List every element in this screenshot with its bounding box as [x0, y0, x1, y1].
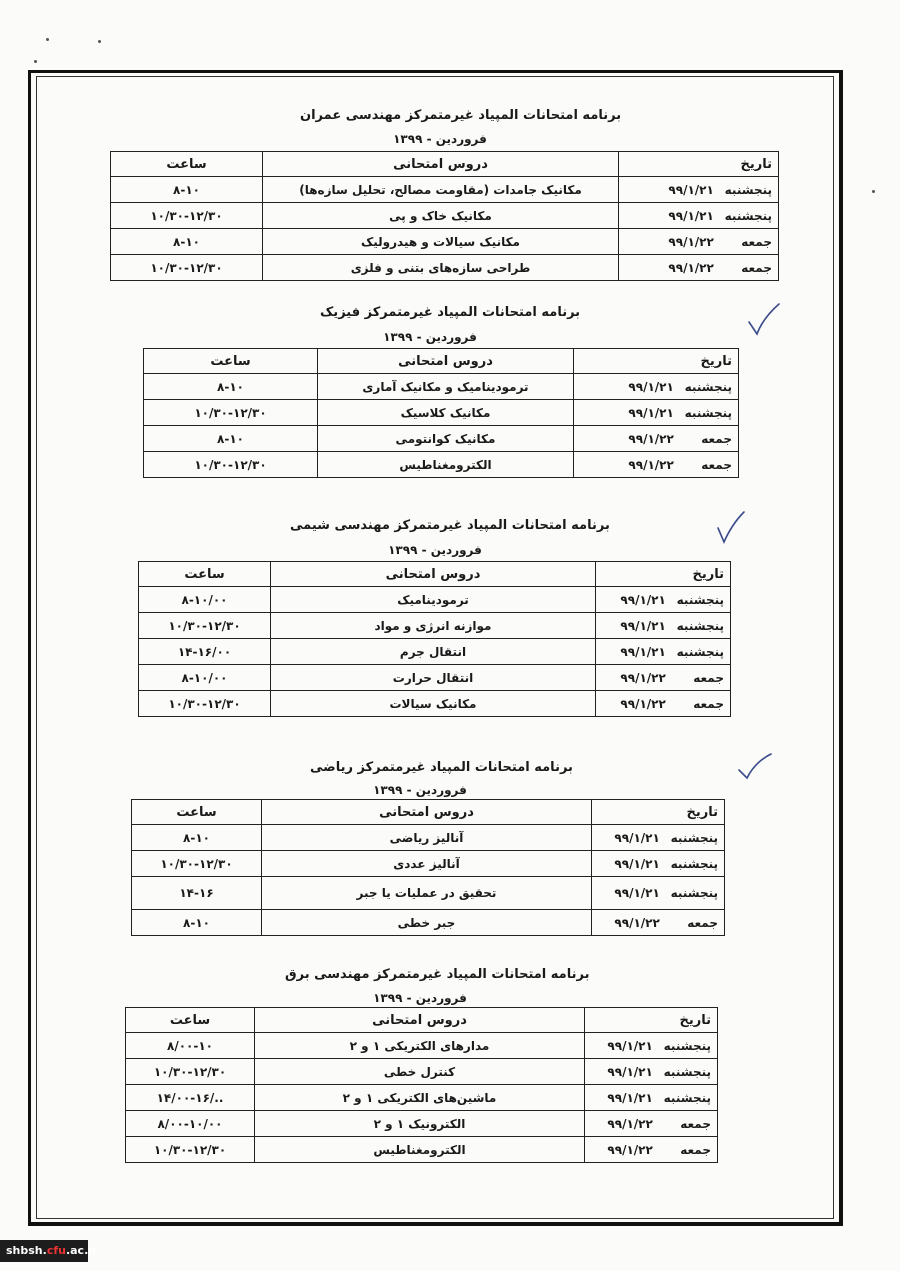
header-course: دروس امتحانی: [262, 800, 592, 825]
section-title: برنامه امتحانات المپیاد غیرمتمرکز ریاضی: [310, 760, 573, 775]
checkmark-icon: [745, 300, 785, 340]
row-date: ۹۹/۱/۲۲: [614, 915, 660, 930]
header-time: ساعت: [139, 562, 271, 587]
header-date: تاریخ: [574, 349, 739, 374]
section-title: برنامه امتحانات المپیاد غیرمتمرکز مهندسی برق: [285, 967, 590, 982]
section-title: برنامه امتحانات المپیاد غیرمتمرکز مهندسی شیمی: [290, 518, 610, 533]
row-date: ۹۹/۱/۲۲: [620, 670, 666, 685]
table-row: [126, 1059, 718, 1085]
exam-table: [110, 151, 779, 281]
row-day: پنجشنبه: [670, 856, 718, 871]
row-time: ۱۴-۱۶: [132, 877, 262, 910]
table-header-row: [132, 800, 725, 825]
row-course: مکانیک خاک و پی: [263, 203, 619, 229]
header-course: دروس امتحانی: [263, 152, 619, 177]
header-time: ساعت: [111, 152, 263, 177]
header-date: تاریخ: [596, 562, 731, 587]
header-date: تاریخ: [619, 152, 779, 177]
row-day: پنجشنبه: [676, 644, 724, 659]
section-subtitle: فروردین - ۱۳۹۹: [388, 543, 482, 557]
row-day: پنجشنبه: [676, 618, 724, 633]
row-date: ۹۹/۱/۲۱: [607, 1038, 653, 1053]
table-row: [132, 825, 725, 851]
row-course: مکانیک کوانتومی: [318, 426, 574, 452]
table-row: [139, 613, 731, 639]
row-day: جمعه: [687, 915, 718, 930]
section-subtitle: فروردین - ۱۳۹۹: [393, 132, 487, 146]
row-course: مکانیک کلاسیک: [318, 400, 574, 426]
row-day: پنجشنبه: [684, 379, 732, 394]
row-time: ۸-۱۰: [132, 910, 262, 936]
row-time: ۸-۱۰: [144, 374, 318, 400]
section-title: برنامه امتحانات المپیاد غیرمتمرکز فیزیک: [320, 305, 581, 320]
row-date: ۹۹/۱/۲۱: [668, 208, 714, 223]
table-row: [111, 203, 779, 229]
row-time: ۱۰/۳۰-۱۲/۳۰: [126, 1059, 255, 1085]
row-time: ۸-۱۰/۰۰: [139, 665, 271, 691]
row-day: جمعه: [680, 1116, 711, 1131]
table-header-row: [144, 349, 739, 374]
table-row: [126, 1085, 718, 1111]
table-row: [132, 910, 725, 936]
table-row: [144, 452, 739, 478]
row-date: ۹۹/۱/۲۲: [668, 234, 714, 249]
table-row: [111, 229, 779, 255]
row-date: ۹۹/۱/۲۱: [628, 379, 674, 394]
table-row: [144, 374, 739, 400]
header-time: ساعت: [144, 349, 318, 374]
row-course: ترمودینامیک: [271, 587, 596, 613]
row-time: ۱۰/۳۰-۱۲/۳۰: [132, 851, 262, 877]
section-subtitle: فروردین - ۱۳۹۹: [373, 783, 467, 797]
exam-table: [131, 799, 725, 936]
row-time: ۱۰/۳۰-۱۲/۳۰: [144, 452, 318, 478]
table-row: [126, 1111, 718, 1137]
section-subtitle: فروردین - ۱۳۹۹: [373, 991, 467, 1005]
row-date: ۹۹/۱/۲۱: [628, 405, 674, 420]
row-date: ۹۹/۱/۲۱: [607, 1064, 653, 1079]
table-row: [144, 426, 739, 452]
header-course: دروس امتحانی: [318, 349, 574, 374]
row-date: ۹۹/۱/۲۲: [607, 1142, 653, 1157]
row-day: پنجشنبه: [684, 405, 732, 420]
row-course: الکترومغناطیس: [255, 1137, 585, 1163]
header-course: دروس امتحانی: [255, 1008, 585, 1033]
table-row: [126, 1033, 718, 1059]
row-time: ۱۰/۳۰-۱۲/۳۰: [111, 203, 263, 229]
row-course: الکترونیک ۱ و ۲: [255, 1111, 585, 1137]
header-date: تاریخ: [592, 800, 725, 825]
header-time: ساعت: [132, 800, 262, 825]
row-course: انتقال جرم: [271, 639, 596, 665]
row-course: الکترومغناطیس: [318, 452, 574, 478]
row-day: پنجشنبه: [724, 208, 772, 223]
scan-speck: [34, 60, 37, 63]
row-time: ۸-۱۰: [132, 825, 262, 851]
row-time: ۱۰/۳۰-۱۲/۳۰: [139, 691, 271, 717]
row-day: پنجشنبه: [670, 830, 718, 845]
row-time: ۸/۰۰-۱۰/۰۰: [126, 1111, 255, 1137]
scan-speck: [98, 40, 101, 43]
row-date: ۹۹/۱/۲۲: [620, 696, 666, 711]
row-course: آنالیز عددی: [262, 851, 592, 877]
row-time: ۸/۰۰-۱۰: [126, 1033, 255, 1059]
table-row: [111, 255, 779, 281]
row-day: پنجشنبه: [670, 886, 718, 900]
row-course: ماشین‌های الکتریکی ۱ و ۲: [255, 1085, 585, 1111]
table-row: [139, 639, 731, 665]
row-course: مدارهای الکتریکی ۱ و ۲: [255, 1033, 585, 1059]
row-date: ۹۹/۱/۲۱: [620, 644, 666, 659]
row-time: ۱۰/۳۰-۱۲/۳۰: [111, 255, 263, 281]
table-row: [132, 851, 725, 877]
row-time: ۱۴-۱۶/۰۰: [139, 639, 271, 665]
row-day: جمعه: [741, 234, 772, 249]
exam-table: [143, 348, 739, 478]
scan-speck: [872, 190, 875, 193]
table-row: [111, 177, 779, 203]
row-date: ۹۹/۱/۲۱: [620, 618, 666, 633]
site-watermark: shbsh.cfu.ac.ir: [0, 1240, 88, 1262]
row-course: جبر خطی: [262, 910, 592, 936]
row-day: پنجشنبه: [676, 592, 724, 607]
row-day: پنجشنبه: [663, 1064, 711, 1079]
row-time: ۱۰/۳۰-۱۲/۳۰: [126, 1137, 255, 1163]
header-date: تاریخ: [585, 1008, 718, 1033]
row-day: جمعه: [701, 457, 732, 472]
row-date: ۹۹/۱/۲۱: [614, 856, 660, 871]
row-date: ۹۹/۱/۲۲: [668, 260, 714, 275]
row-day: جمعه: [701, 431, 732, 446]
row-time: ۸-۱۰: [111, 229, 263, 255]
exam-table: [138, 561, 731, 717]
table-row: [132, 877, 725, 910]
row-day: جمعه: [693, 696, 724, 711]
table-row: [139, 665, 731, 691]
row-date: ۹۹/۱/۲۲: [628, 457, 674, 472]
row-course: ترمودینامیک و مکانیک آماری: [318, 374, 574, 400]
row-course: مکانیک سیالات و هیدرولیک: [263, 229, 619, 255]
row-course: تحقیق در عملیات یا جبر: [262, 877, 592, 910]
row-date: ۹۹/۱/۲۱: [614, 886, 660, 900]
row-date: ۹۹/۱/۲۱: [668, 182, 714, 197]
row-time: ۸-۱۰: [111, 177, 263, 203]
table-row: [139, 587, 731, 613]
row-time: ۸-۱۰/۰۰: [139, 587, 271, 613]
section-title: برنامه امتحانات المپیاد غیرمتمرکز مهندسی عمران: [300, 108, 622, 123]
row-date: ۹۹/۱/۲۱: [620, 592, 666, 607]
table-row: [126, 1137, 718, 1163]
row-date: ۹۹/۱/۲۱: [614, 830, 660, 845]
row-time: ۱۴/۰۰-۱۶/..: [126, 1085, 255, 1111]
row-date: ۹۹/۱/۲۲: [607, 1116, 653, 1131]
row-course: مکانیک سیالات: [271, 691, 596, 717]
header-time: ساعت: [126, 1008, 255, 1033]
row-day: پنجشنبه: [663, 1038, 711, 1053]
row-course: آنالیز ریاضی: [262, 825, 592, 851]
row-time: ۸-۱۰: [144, 426, 318, 452]
table-header-row: [111, 152, 779, 177]
exam-table: [125, 1007, 718, 1163]
row-date: ۹۹/۱/۲۱: [607, 1090, 653, 1105]
row-course: طراحی سازه‌های بتنی و فلزی: [263, 255, 619, 281]
row-day: جمعه: [680, 1142, 711, 1157]
table-row: [139, 691, 731, 717]
checkmark-icon: [712, 508, 752, 548]
header-course: دروس امتحانی: [271, 562, 596, 587]
row-course: کنترل خطی: [255, 1059, 585, 1085]
row-course: مکانیک جامدات (مقاومت مصالح، تحلیل سازه‌ها): [263, 177, 619, 203]
checkmark-icon: [735, 748, 775, 788]
row-day: پنجشنبه: [724, 182, 772, 197]
row-day: جمعه: [741, 260, 772, 275]
table-header-row: [139, 562, 731, 587]
row-day: پنجشنبه: [663, 1090, 711, 1105]
row-course: انتقال حرارت: [271, 665, 596, 691]
row-time: ۱۰/۳۰-۱۲/۳۰: [144, 400, 318, 426]
table-header-row: [126, 1008, 718, 1033]
scan-speck: [46, 38, 49, 41]
row-time: ۱۰/۳۰-۱۲/۳۰: [139, 613, 271, 639]
section-subtitle: فروردین - ۱۳۹۹: [383, 330, 477, 344]
row-day: جمعه: [693, 670, 724, 685]
row-date: ۹۹/۱/۲۲: [628, 431, 674, 446]
table-row: [144, 400, 739, 426]
row-course: موازنه انرژی و مواد: [271, 613, 596, 639]
